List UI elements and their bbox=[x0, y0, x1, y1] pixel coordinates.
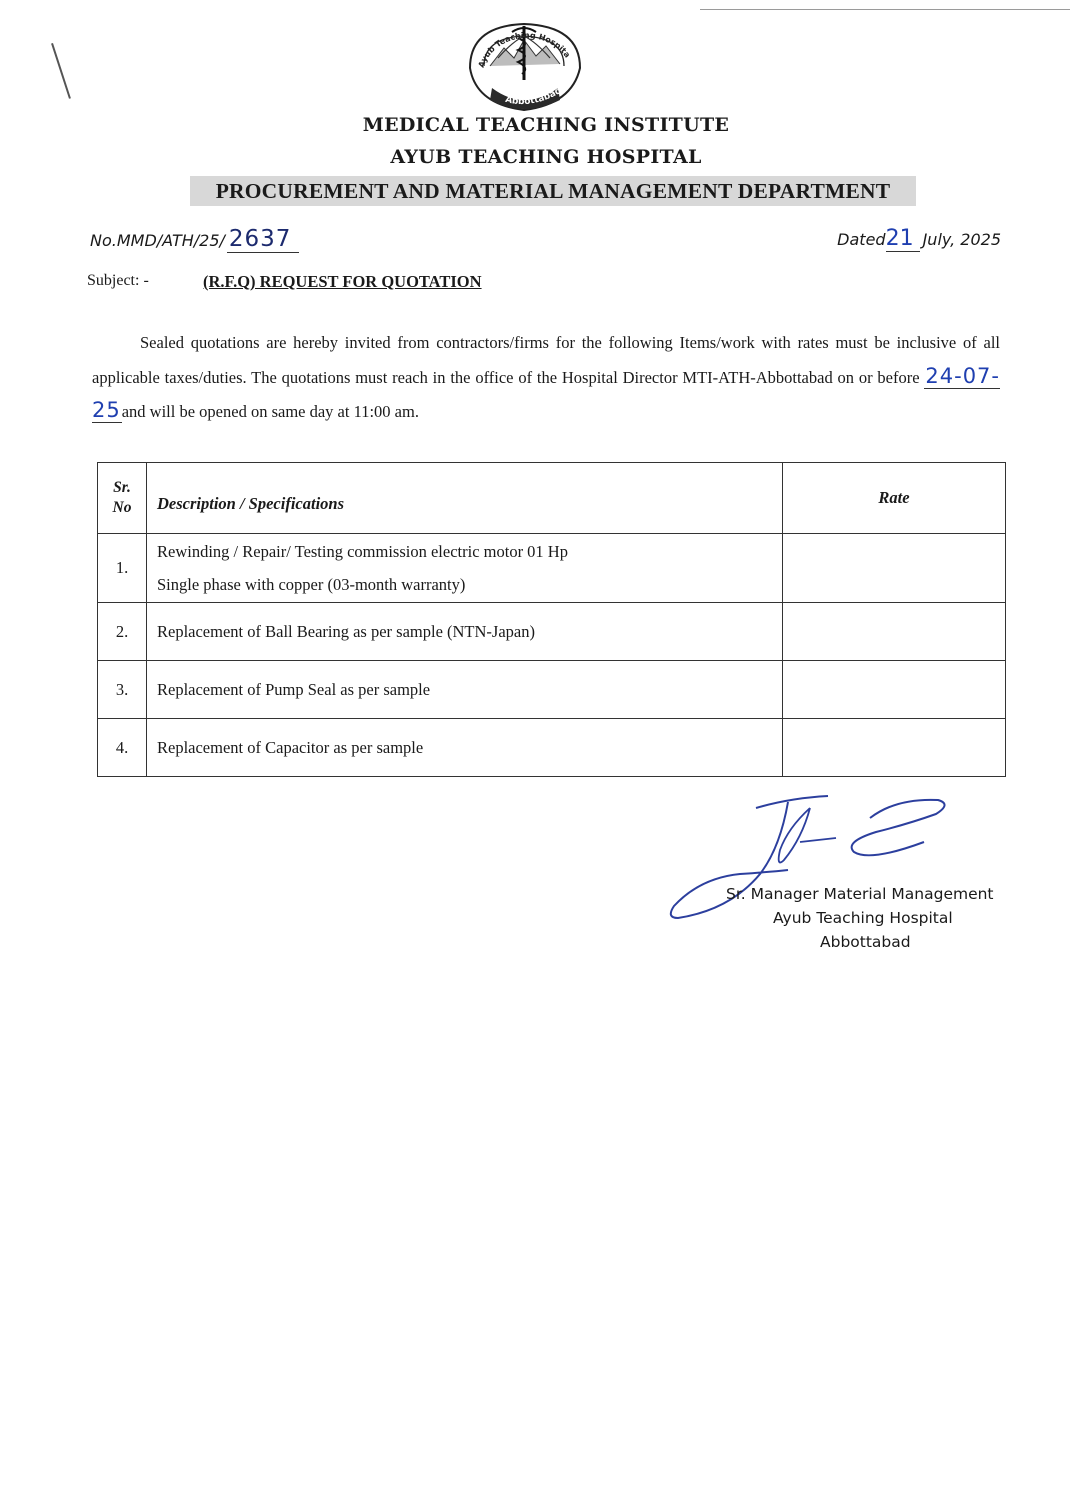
body-text-after-date: and will be opened on same day at 11:00 am. bbox=[121, 402, 419, 421]
signatory-title: Sr. Manager Material Management bbox=[726, 885, 994, 903]
row-sr: 1. bbox=[98, 534, 147, 603]
header-sr-line1: Sr. bbox=[113, 479, 131, 496]
body-paragraph bbox=[92, 326, 1000, 429]
table-header-row bbox=[98, 463, 1006, 534]
svg-text:Abbottabad bbox=[504, 86, 563, 107]
date-month-year: July, 2025 bbox=[922, 230, 1001, 249]
signatory-city: Abbottabad bbox=[820, 933, 911, 951]
table-row bbox=[98, 661, 1006, 719]
logo-text-bottom: Abbottabad bbox=[504, 85, 564, 108]
row-description-line1: Rewinding / Repair/ Testing commission electric motor 01 Hp bbox=[157, 541, 568, 561]
reference-number bbox=[90, 226, 299, 253]
pen-mark bbox=[51, 43, 70, 99]
row-description: Replacement of Capacitor as per sample bbox=[147, 719, 783, 777]
row-sr: 4. bbox=[98, 719, 147, 777]
hospital-name: AYUB TEACHING HOSPITAL bbox=[390, 146, 702, 168]
row-description: Replacement of Ball Bearing as per sample (NTN-Japan) bbox=[147, 603, 783, 661]
department-name: PROCUREMENT AND MATERIAL MANAGEMENT DEPARTMENT bbox=[190, 176, 916, 206]
date-label: Dated bbox=[837, 230, 886, 249]
row-rate-cell bbox=[783, 603, 1006, 661]
items-table bbox=[97, 462, 1006, 777]
table-row bbox=[98, 719, 1006, 777]
header-description: Description / Specifications bbox=[147, 463, 783, 534]
institute-name: MEDICAL TEACHING INSTITUTE bbox=[362, 114, 730, 136]
table-row bbox=[98, 534, 1006, 603]
row-rate-cell bbox=[783, 534, 1006, 603]
row-rate-cell bbox=[783, 661, 1006, 719]
row-description: Replacement of Pump Seal as per sample bbox=[147, 661, 783, 719]
header-sr-no bbox=[98, 463, 147, 534]
row-sr: 3. bbox=[98, 661, 147, 719]
date-handwritten-day: 21 bbox=[886, 226, 920, 252]
signatory-organization: Ayub Teaching Hospital bbox=[773, 909, 953, 927]
row-rate-cell bbox=[783, 719, 1006, 777]
handwritten-deadline: 24-07-25 bbox=[92, 363, 1000, 422]
body-text-before-date: Sealed quotations are hereby invited from contractors/firms for the following Items/work with rates must be inclusive of all applicable taxes/duties. The quotations must reach in the office of the Hospital Director MTI-ATH-Abbottabad on or before bbox=[92, 333, 1000, 387]
hospital-emblem-icon bbox=[462, 18, 587, 113]
table-row bbox=[98, 603, 1006, 661]
reference-prefix: No.MMD/ATH/25/ bbox=[90, 231, 225, 250]
row-description bbox=[147, 534, 783, 603]
logo-text-top: Ayub Teaching Hospita bbox=[476, 30, 572, 69]
subject-line bbox=[87, 272, 482, 291]
reference-handwritten-number: 2637 bbox=[227, 226, 300, 253]
scan-edge-line bbox=[700, 9, 1070, 10]
header-rate: Rate bbox=[783, 463, 1006, 534]
header-sr-line2: No bbox=[112, 499, 132, 516]
date-line bbox=[837, 226, 1001, 252]
row-sr: 2. bbox=[98, 603, 147, 661]
subject-value: (R.F.Q) REQUEST FOR QUOTATION bbox=[203, 272, 482, 291]
subject-label: Subject: - bbox=[87, 272, 149, 289]
row-description-line2: Single phase with copper (03-month warranty) bbox=[157, 574, 466, 594]
